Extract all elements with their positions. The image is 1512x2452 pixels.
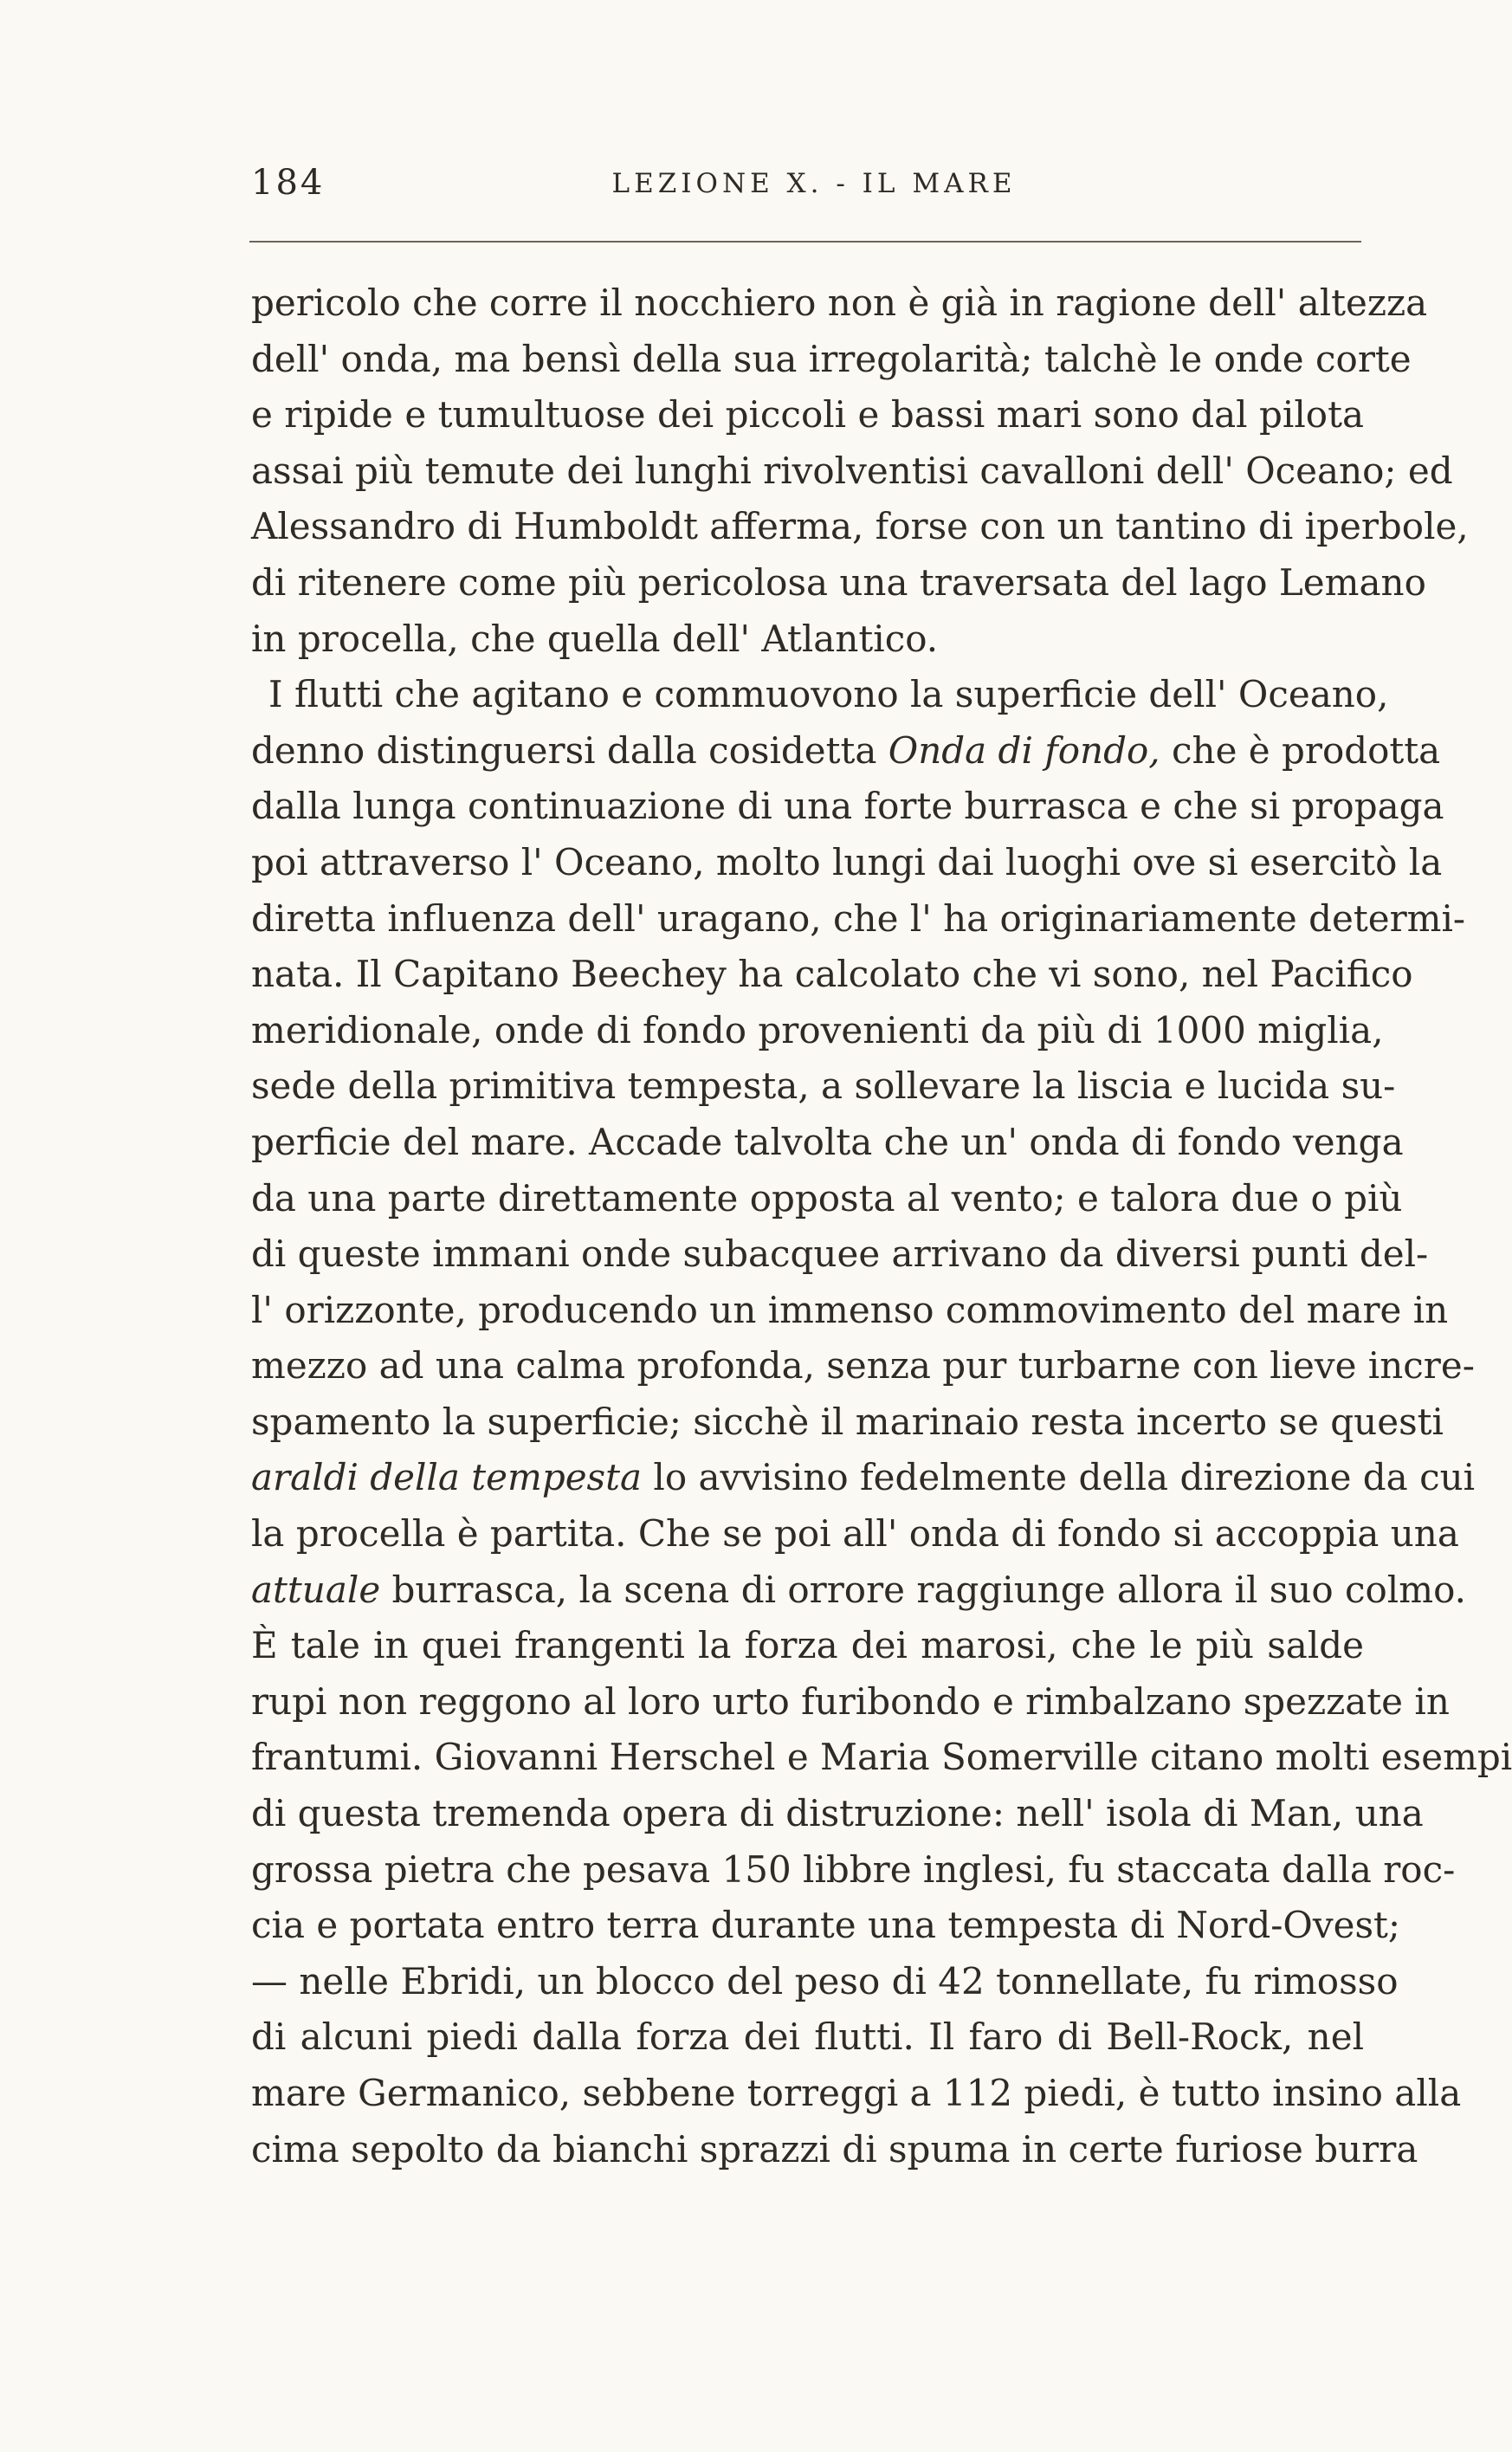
text-line: cia e portata entro terra durante una tempesta di Nord-Ovest; <box>251 1904 1401 1947</box>
text-line: di alcuni piedi dalla forza dei flutti. Il faro di Bell-Rock, nel <box>251 2015 1364 2059</box>
text-line: cima sepolto da bianchi sprazzi di spuma in certe furiose burra <box>251 2127 1418 2171</box>
text-line: — nelle Ebridi, un blocco del peso di 42 tonnellate, fu rimosso <box>251 1959 1399 2002</box>
page-number: 184 <box>251 163 326 203</box>
italic-term: attuale <box>251 1568 381 1611</box>
text-line: frantumi. Giovanni Herschel e Maria Somerville citano molti esempi <box>251 1736 1512 1779</box>
text-line: meridionale, onde di fondo provenienti da più di 1000 miglia, <box>251 1008 1384 1051</box>
text-line: in procella, che quella dell' Atlantico. <box>251 617 939 660</box>
text-line: pericolo che corre il nocchiero non è già in ragione dell' altezza <box>251 281 1428 324</box>
text-line: l' orizzonte, producendo un immenso commovimento del mare in <box>251 1288 1449 1331</box>
header-divider <box>249 241 1361 243</box>
text-line: da una parte direttamente opposta al vento; e talora due o più <box>251 1176 1403 1220</box>
italic-term: araldi della tempesta <box>251 1456 643 1499</box>
text-line: grossa pietra che pesava 150 libbre inglesi, fu staccata dalla roc- <box>251 1847 1456 1891</box>
body-text <box>251 275 1512 2177</box>
text-line: È tale in quei frangenti la forza dei marosi, che le più salde <box>251 1624 1364 1667</box>
running-title: LEZIONE X. - IL MARE <box>611 168 1017 199</box>
page-header <box>251 163 1360 215</box>
text-line: spamento la superficie; sicchè il marinaio resta incerto se questi <box>251 1400 1444 1443</box>
text-line: poi attraverso l' Oceano, molto lungi dai luoghi ove si esercitò la <box>251 840 1443 883</box>
text-line: dalla lunga continuazione di una forte burrasca e che si propaga <box>251 785 1444 828</box>
text-segment: che è prodotta <box>1172 728 1441 772</box>
text-line <box>251 1562 1466 1619</box>
text-line: la procella è partita. Che se poi all' onda di fondo si accoppia una <box>251 1512 1459 1556</box>
text-line: diretta influenza dell' uragano, che l' ha originariamente determi- <box>251 896 1466 940</box>
text-line: Alessandro di Humboldt afferma, forse con un tantino di iperbole, <box>251 505 1469 548</box>
text-line: di ritenere come più pericolosa una traversata del lago Lemano <box>251 560 1426 604</box>
text-line: dell' onda, ma bensì della sua irregolarità; talchè le onde corte <box>251 337 1412 380</box>
text-line: di questa tremenda opera di distruzione: nell' isola di Man, una <box>251 1792 1424 1835</box>
italic-term: Onda di fondo, <box>888 728 1160 772</box>
text-line: nata. Il Capitano Beechey ha calcolato che vi sono, nel Pacifico <box>251 953 1413 996</box>
text-segment: denno distinguersi dalla cosidetta <box>251 728 877 772</box>
text-line: di queste immani onde subacquee arrivano da diversi punti del- <box>251 1232 1429 1276</box>
text-line: I flutti che agitano e commuovono la superficie dell' Oceano, <box>268 673 1389 716</box>
text-line: rupi non reggono al loro urto furibondo e rimbalzano spezzate in <box>251 1679 1450 1723</box>
text-line: mare Germanico, sebbene torreggi a 112 piedi, è tutto insino alla <box>251 2072 1462 2114</box>
text-line: sede della primitiva tempesta, a sollevare la liscia e lucida su- <box>251 1064 1396 1108</box>
text-line <box>251 1450 1476 1506</box>
text-line: e ripide e tumultuose dei piccoli e bassi mari sono dal pilota <box>251 393 1364 437</box>
text-line: assai più temute dei lunghi rivolventisi cavalloni dell' Oceano; ed <box>251 449 1453 492</box>
text-segment: burrasca, la scena di orrore raggiunge allora il suo colmo. <box>391 1568 1466 1611</box>
text-line: mezzo ad una calma profonda, senza pur turbarne con lieve incre- <box>251 1344 1475 1388</box>
text-segment: lo avvisino fedelmente della direzione da cui <box>653 1456 1476 1499</box>
text-line: perficie del mare. Accade talvolta che un' onda di fondo venga <box>251 1120 1404 1163</box>
text-line <box>251 723 1441 780</box>
